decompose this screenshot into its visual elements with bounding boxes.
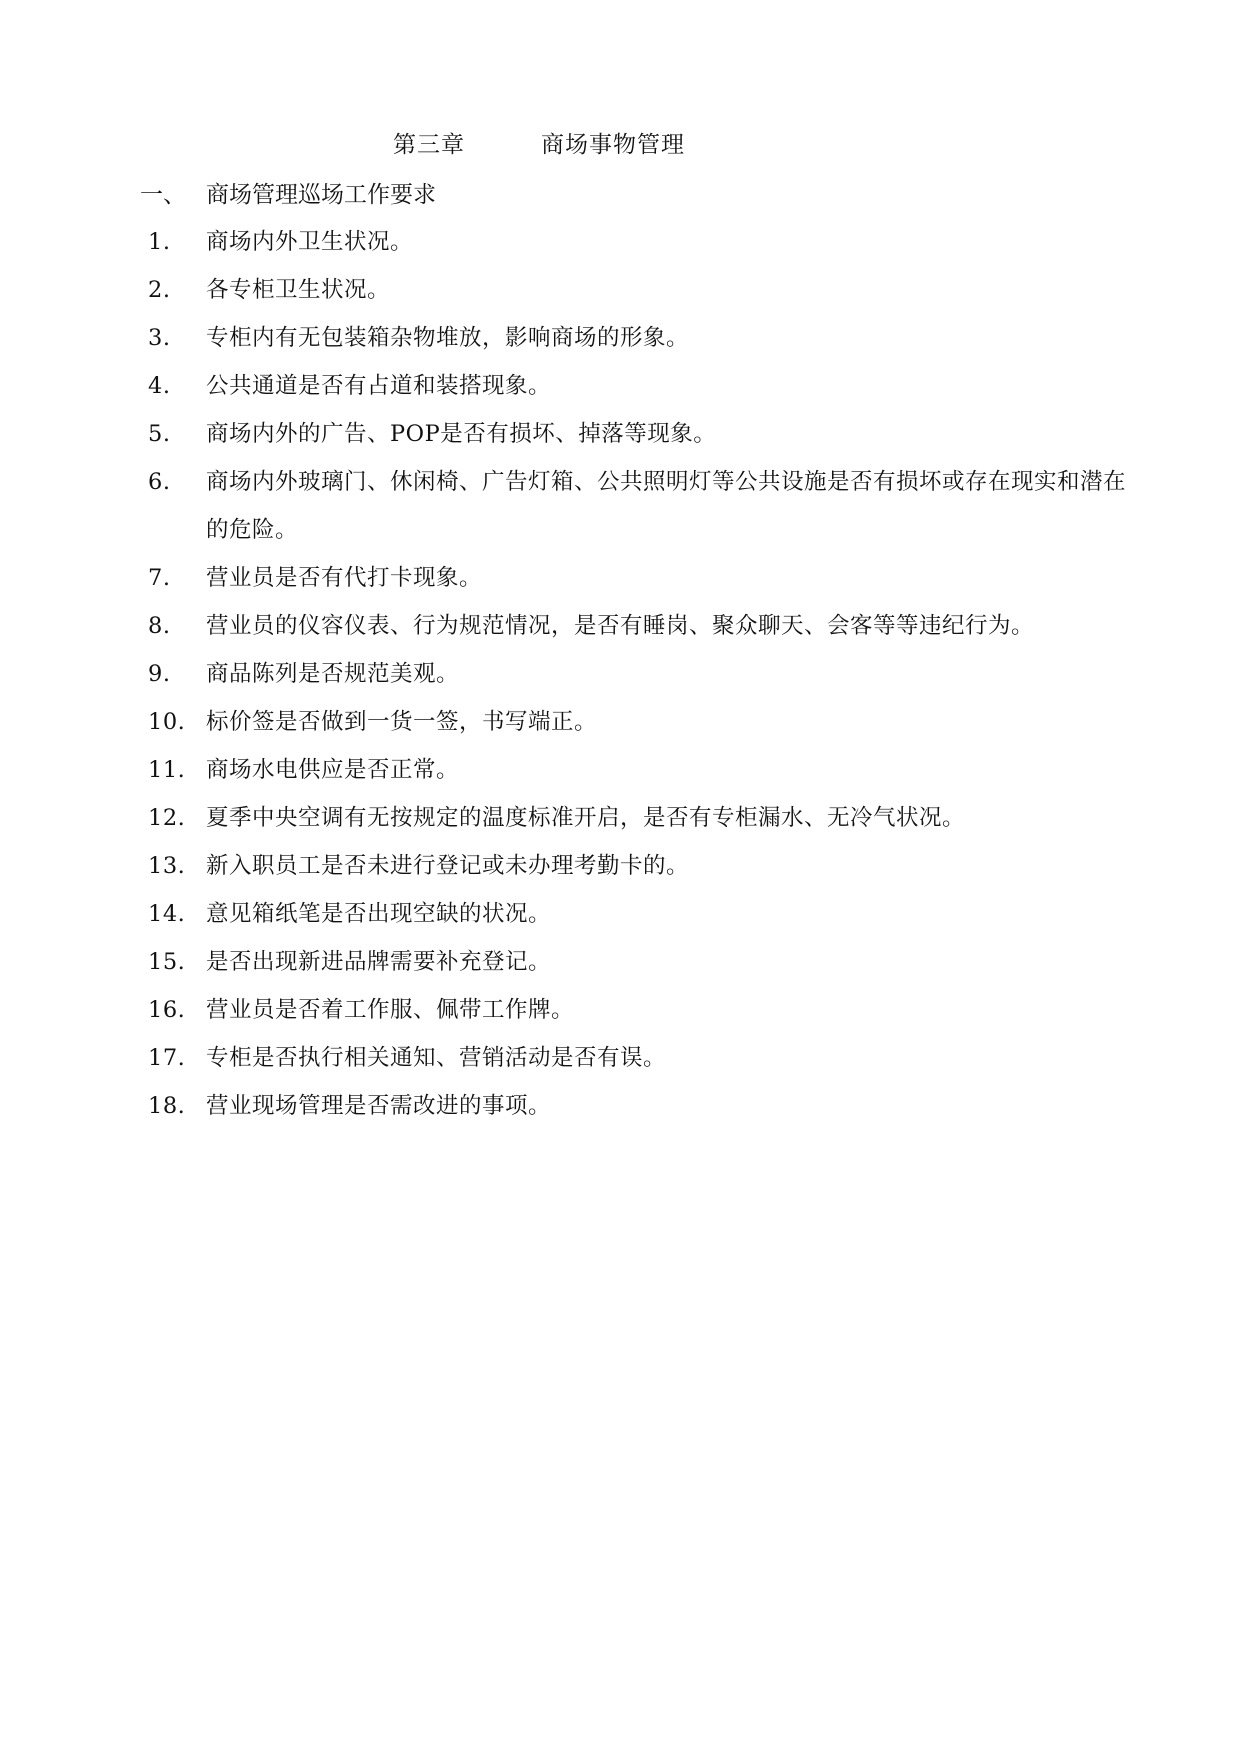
list-item [140,1082,1130,1130]
list-item [140,794,1130,842]
item-text: 夏季中央空调有无按规定的温度标准开启，是否有专柜漏水、无冷气状况。 [206,805,966,831]
list-item [140,938,1130,986]
item-text: 营业员的仪容仪表、行为规范情况，是否有睡岗、聚众聊天、会客等等违纪行为。 [206,613,1035,639]
requirements-list [140,218,1130,1130]
item-number: 15. [148,949,186,975]
list-item [140,650,1130,698]
section-marker: 一、 [140,182,186,208]
item-number: 12. [148,805,186,831]
list-item [140,890,1130,938]
item-text: 商场内外卫生状况。 [206,229,414,255]
section-heading [140,176,436,209]
list-item [140,746,1130,794]
item-text: 是否出现新进品牌需要补充登记。 [206,949,552,975]
chapter-number: 第三章 [393,132,465,158]
item-number: 1. [148,229,171,255]
item-text: 营业现场管理是否需改进的事项。 [206,1093,552,1119]
item-text: 公共通道是否有占道和装搭现象。 [206,373,552,399]
item-number: 10. [148,709,186,735]
chapter-name: 商场事物管理 [541,132,685,158]
list-item [140,986,1130,1034]
item-number: 11. [148,757,186,783]
list-item [140,554,1130,602]
item-number: 4. [148,373,171,399]
list-item [140,218,1130,266]
list-item [140,410,1130,458]
list-item [140,314,1130,362]
item-text: 商品陈列是否规范美观。 [206,661,460,687]
item-text: 商场水电供应是否正常。 [206,757,460,783]
list-item [140,842,1130,890]
item-number: 7. [148,565,171,591]
section-title: 商场管理巡场工作要求 [206,182,436,208]
chapter-title [393,126,685,159]
item-number: 18. [148,1093,186,1119]
item-text: 商场内外玻璃门、休闲椅、广告灯箱、公共照明灯等公共设施是否有损坏或存在现实和潜在的危险。 [206,469,1127,543]
list-item [140,458,1130,554]
item-number: 5. [148,421,171,447]
item-text: 专柜是否执行相关通知、营销活动是否有误。 [206,1045,667,1071]
list-item [140,602,1130,650]
item-text: 标价签是否做到一货一签，书写端正。 [206,709,598,735]
item-text: 各专柜卫生状况。 [206,277,391,303]
item-number: 2. [148,277,171,303]
item-text: 专柜内有无包装箱杂物堆放，影响商场的形象。 [206,325,690,351]
item-text: 新入职员工是否未进行登记或未办理考勤卡的。 [206,853,690,879]
item-text: 营业员是否着工作服、佩带工作牌。 [206,997,575,1023]
item-number: 17. [148,1045,186,1071]
list-item [140,362,1130,410]
item-number: 3. [148,325,171,351]
item-number: 6. [148,469,171,495]
list-item [140,1034,1130,1082]
item-number: 13. [148,853,186,879]
list-item [140,266,1130,314]
item-number: 14. [148,901,186,927]
item-text: 商场内外的广告、POP是否有损坏、掉落等现象。 [206,421,717,447]
item-number: 8. [148,613,171,639]
list-item [140,698,1130,746]
item-number: 9. [148,661,171,687]
item-text: 意见箱纸笔是否出现空缺的状况。 [206,901,552,927]
item-number: 16. [148,997,186,1023]
item-text: 营业员是否有代打卡现象。 [206,565,483,591]
